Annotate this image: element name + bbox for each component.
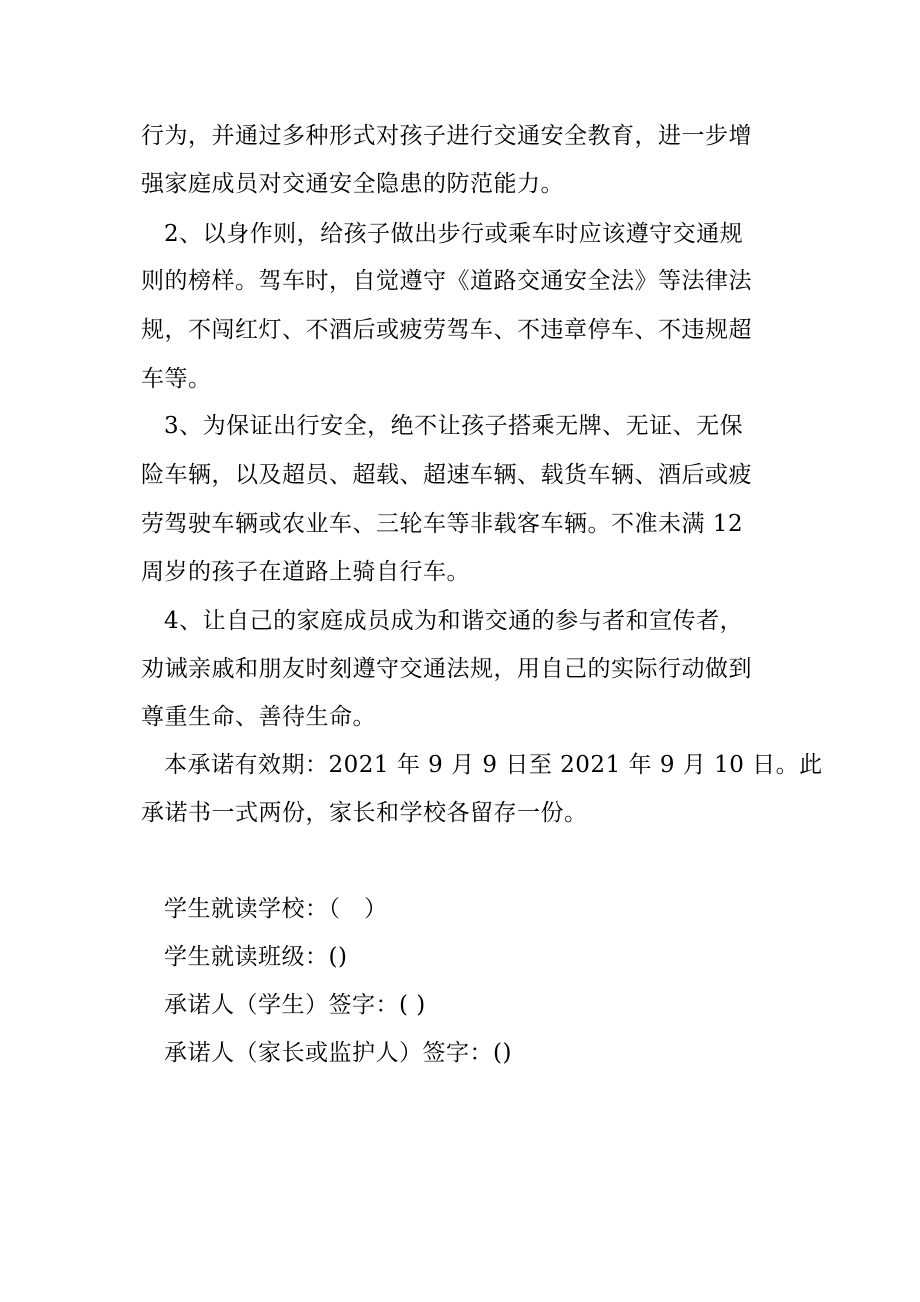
class-field: 学生就读班级：() bbox=[164, 944, 348, 970]
paragraph-line: 2、以身作则，给孩子做出步行或乘车时应该遵守交通规 bbox=[164, 221, 744, 247]
paragraph-line: 则的榜样。驾车时，自觉遵守《道路交通安全法》等法律法 bbox=[141, 268, 752, 294]
student-signature-field: 承诺人（学生）签字：( ) bbox=[164, 992, 426, 1018]
paragraph-line: 强家庭成员对交通安全隐患的防范能力。 bbox=[141, 171, 564, 197]
validity-line: 承诺书一式两份，家长和学校各留存一份。 bbox=[141, 800, 588, 826]
paragraph-line: 行为，并通过多种形式对孩子进行交通安全教育，进一步增 bbox=[141, 123, 752, 149]
paragraph-line: 周岁的孩子在道路上骑自行车。 bbox=[141, 559, 470, 585]
parent-signature-field: 承诺人（家长或监护人）签字：() bbox=[164, 1040, 512, 1066]
school-field: 学生就读学校：（ ） bbox=[164, 896, 388, 922]
validity-line: 本承诺有效期：2021 年 9 月 9 日至 2021 年 9 月 10 日。此 bbox=[164, 752, 823, 778]
paragraph-line: 劝诫亲戚和朋友时刻遵守交通法规，用自己的实际行动做到 bbox=[141, 656, 752, 682]
paragraph-line: 尊重生命、善待生命。 bbox=[141, 704, 376, 730]
paragraph-line: 4、让自己的家庭成员成为和谐交通的参与者和宣传者， bbox=[164, 608, 744, 634]
paragraph-line: 险车辆，以及超员、超载、超速车辆、载货车辆、酒后或疲 bbox=[141, 462, 752, 488]
paragraph-line: 3、为保证出行安全，绝不让孩子搭乘无牌、无证、无保 bbox=[164, 413, 744, 439]
paragraph-line: 规，不闯红灯、不酒后或疲劳驾车、不违章停车、不违规超 bbox=[141, 317, 752, 343]
paragraph-line: 劳驾驶车辆或农业车、三轮车等非载客车辆。不准未满 12 bbox=[141, 511, 744, 537]
paragraph-line: 车等。 bbox=[141, 366, 212, 392]
